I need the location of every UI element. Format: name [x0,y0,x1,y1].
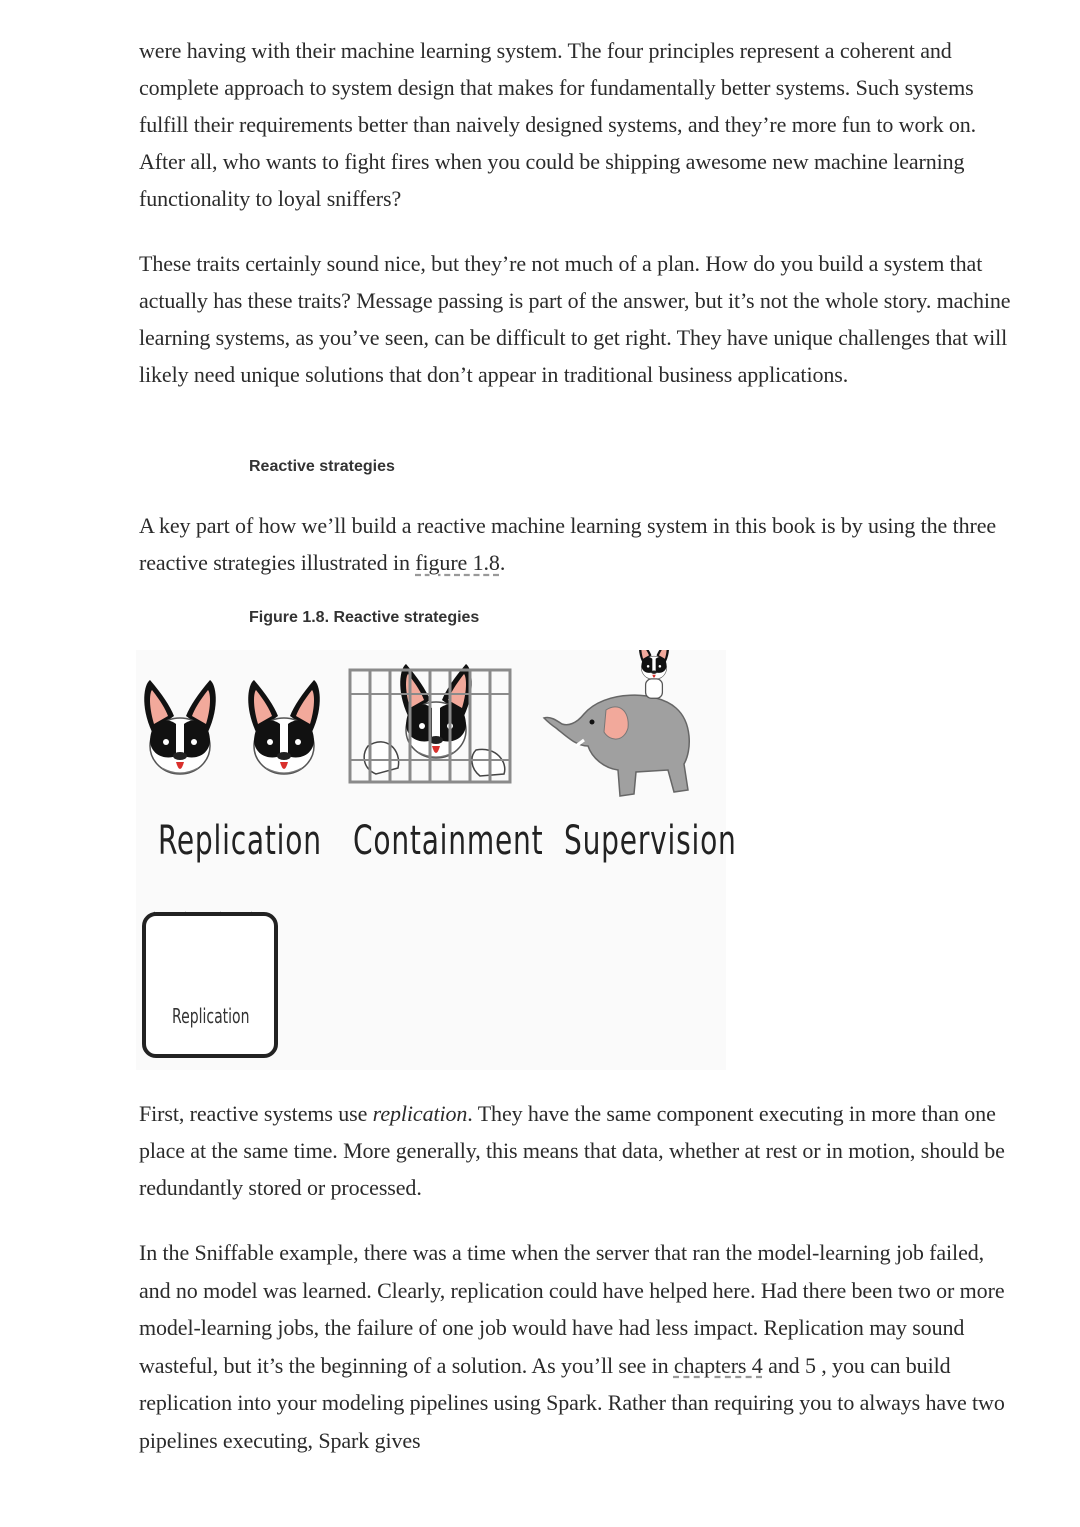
label-containment: Containment [353,818,544,864]
chapters-link[interactable]: chapters 4 [673,1352,763,1378]
text: A key part of how we’ll build a reactive machine learning system in this book is by using the three reactive strategies illustrated in [139,513,997,575]
paragraph-traits: These traits certainly sound nice, but they’re not much of a plan. How do you build a system that actually has these traits? Message passing is part of the answer, but it’s not the whole story. machine learning systems, as you’ve seen, can be difficult to get right. They have unique challenges that will likely need unique solutions that don’t appear in traditional business applications. [139,251,1011,387]
replication-emphasis: replication [372,1101,468,1126]
text: . [499,550,506,575]
cage-icon [350,664,510,782]
paragraph-sniffable [139,1234,1019,1459]
paragraph-replication [139,1095,1019,1206]
mini-replication-label: Replication [172,1004,250,1028]
text: In the Sniffable example, there was a time when the server that ran the model-learning job failed, and no model was learned. Clearly, replication could have helped here. Had there been two or more model-learning jobs, the failure of one job would have had less impact. Replication may sound wasteful, but it’s the beginning of a solution. As you’ll see in [139,1240,1005,1378]
text: . They have the same component executing in more than one place at the same time. More generally, this means that data, whether at rest or in motion, should be redundantly stored or processed. [139,1101,1005,1200]
text: and 5 , you can build replication into your modeling pipelines using Spark. Rather than requiring you to always have two pipelines executing, Spark gives [139,1352,1005,1453]
text: First, reactive systems use [139,1101,373,1126]
replication-card [142,912,278,1058]
label-replication: Replication [158,818,322,864]
paragraph-intro: were having with their machine learning system. The four principles represent a coherent and complete approach to system design that makes for fundamentally better systems. Such systems fulfill their requirements better than naively designed systems, and they’re more fun to work on. After all, who wants to fight fires when you could be shipping awesome new machine learning functionality to loyal sniffers? [139,38,977,211]
figure-caption: Figure 1.8. Reactive strategies [249,609,480,626]
section-heading: Reactive strategies [249,458,395,475]
paragraph-strategies [139,507,1029,581]
reactive-strategies-figure [136,650,737,1070]
elephant-icon [544,695,689,796]
label-supervision: Supervision [564,818,737,864]
figure-link[interactable]: figure 1.8 [415,550,500,575]
